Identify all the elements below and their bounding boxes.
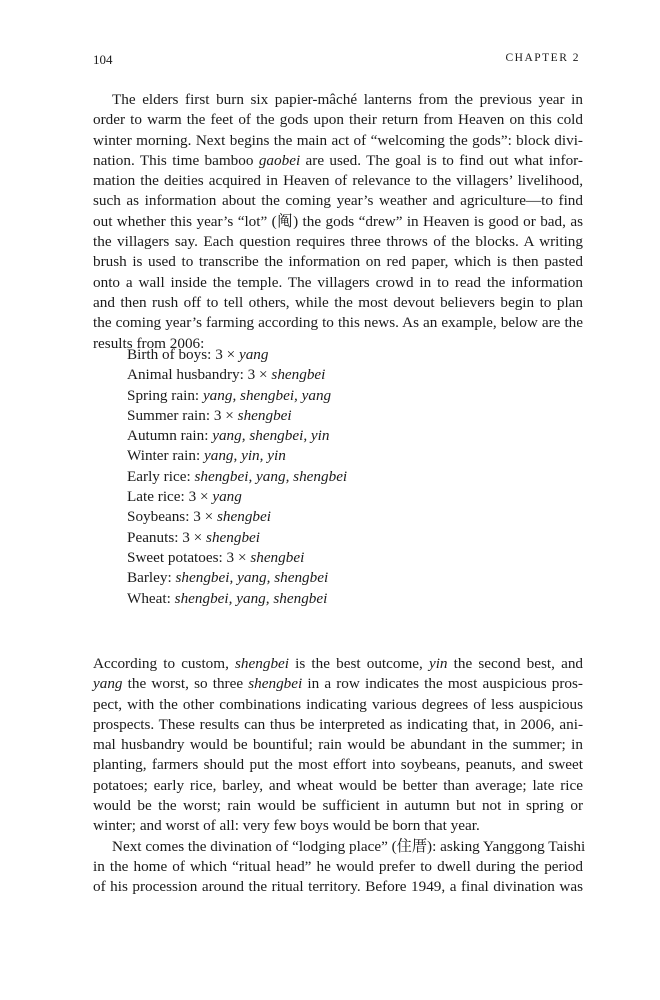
result-item [127,365,527,385]
text-line: out whether this year’s “lot” (阄) the gods “drew” in Heaven is good or bad, as [93,212,583,230]
text-line: planting, farmers should put the most effort into soybeans, peanuts, and sweet [93,756,583,774]
result-outcome: shengbei, yang, shengbei [175,569,329,587]
result-label: Winter rain: [127,447,204,465]
divination-results-list [127,345,527,609]
italic-term: gaobei [258,151,301,169]
result-item [127,426,527,446]
text-line: winter; and worst of all: very few boys would be born that year. [93,817,480,835]
text-line: would be the worst; rain would be sufficient in autumn but not in spring or [93,797,583,815]
text-line: prospects. These results can thus be interpreted as indicating that, in 2006, ani- [93,715,583,733]
result-outcome: shengbei [250,548,305,566]
text-line: the coming year’s farming according to this news. As an example, below are the [93,314,583,332]
text-line: such as information about the coming year’s weather and agriculture—to find [93,192,583,210]
result-item [127,487,527,507]
text-line: results from 2006: [93,334,205,352]
result-outcome: yang, yin, yin [203,447,286,465]
result-count: 3 × [182,528,207,546]
text-line: potatoes; early rice, barley, and wheat would be better than average; late rice [93,776,583,794]
result-label: Peanuts: [127,528,183,546]
result-label: Summer rain: [127,406,214,424]
result-item [127,406,527,426]
result-label: Animal husbandry: [127,366,248,384]
result-item [127,528,527,548]
result-label: Soybeans: [127,508,194,526]
result-outcome: shengbei [206,528,261,546]
result-count: 3 × [247,366,272,384]
result-item [127,345,527,365]
result-outcome: yang, shengbei, yang [202,386,332,404]
result-item [127,589,527,609]
result-label: Birth of boys: [127,346,216,363]
result-label: Sweet potatoes: [127,548,227,566]
result-label: Late rice: [127,488,189,506]
result-outcome: shengbei [237,406,292,424]
result-item [127,467,527,487]
paragraph-interpretation [93,654,586,898]
result-outcome: shengbei [271,366,326,384]
text-line: of his procession around the ritual territory. Before 1949, a final divination was [93,878,583,896]
text-line: yang the worst, so three shengbei in a row indicates the most auspicious pros- [93,675,583,693]
result-item [127,386,527,406]
result-label: Wheat: [127,589,175,607]
text-line: order to warm the feet of the gods upon their return from Heaven on this cold [93,111,583,129]
paragraph-welcoming-gods [93,90,583,354]
text-line: winter morning. Next begins the main act of “welcoming the gods”: block divi- [93,131,583,149]
text-line: in the home of which “ritual head” he would prefer to dwell during the period [93,857,583,875]
result-label: Early rice: [127,467,195,485]
result-label: Barley: [127,569,176,587]
result-count: 3 × [213,406,238,424]
result-outcome: yang [238,346,269,363]
result-item [127,507,527,527]
result-outcome: shengbei, yang, shengbei [194,467,348,485]
result-item [127,568,527,588]
text-line: brush is used to transcribe the information on red paper, which is then pasted [93,253,583,271]
text-line: and then rush off to tell others, while the most devout believers begin to plan [93,293,583,311]
text-line: mation the deities acquired in Heaven of relevance to the villagers’ livelihood, [93,172,583,190]
result-count: 3 × [215,346,239,363]
result-count: 3 × [188,488,213,506]
result-count: 3 × [226,548,251,566]
running-header [93,52,580,70]
text-line: onto a wall inside the temple. The villagers crowd in to read the information [93,273,583,291]
text-line: the villagers say. Each question requires three throws of the blocks. A writing [93,233,583,251]
text-line: mal husbandry would be bountiful; rain would be abundant in the summer; in [93,736,583,754]
text-line: Next comes the divination of “lodging place” (住厝): asking Yanggong Taishi [112,837,586,855]
result-item [127,548,527,568]
result-item [127,446,527,466]
text-line: According to custom, shengbei is the best outcome, yin the second best, and [93,655,584,672]
result-label: Autumn rain: [127,427,213,445]
page-number: 104 [93,52,113,67]
text-line: nation. This time bamboo gaobei are used. The goal is to find out what infor- [93,151,583,169]
result-outcome: yang [212,488,242,506]
chapter-title: CHAPTER 2 [505,52,580,64]
result-count: 3 × [193,508,217,526]
text-line: pect, with the other combinations indicating various degrees of less auspicious [93,695,583,713]
result-outcome: shengbei, yang, shengbei [174,589,328,607]
result-outcome: yang, shengbei, yin [212,427,330,445]
text-line: The elders first burn six papier-mâché lanterns from the previous year in [112,91,583,108]
result-outcome: shengbei [217,508,271,526]
result-label: Spring rain: [127,386,203,404]
